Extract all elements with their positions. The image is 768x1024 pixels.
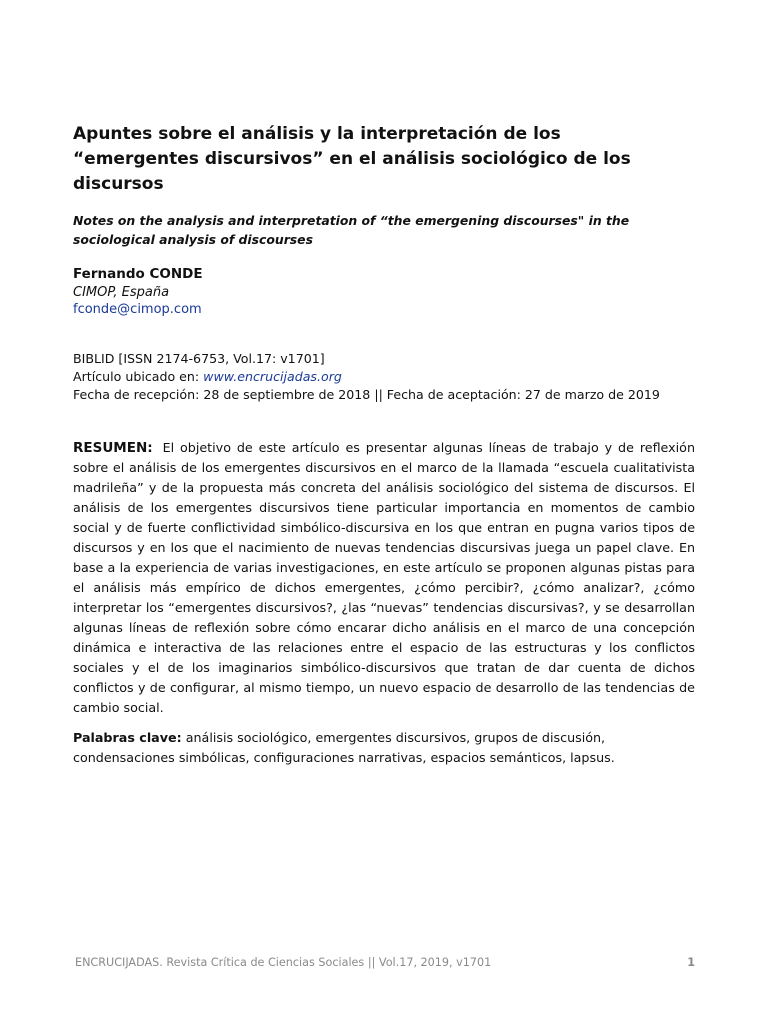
author-email-link[interactable]: fconde@cimop.com [73,302,202,317]
article-subtitle-english: Notes on the analysis and interpretation of “the emergening discourses" in the sociological analysis of discourses [73,213,630,247]
article-location-label: Artículo ubicado en: [73,369,200,384]
keywords-text: análisis sociológico, emergentes discursivos, grupos de discusión, condensaciones simbólicas, configuraciones narrativas, espacios semánticos, lapsus. [73,730,615,765]
page-number: 1 [687,956,695,969]
author-affiliation: CIMOP, España [73,285,170,300]
biblid-line: BIBLID [ISSN 2174-6753, Vol.17: v1701] [73,351,325,366]
journal-website-link[interactable]: www.encrucijadas.org [203,369,342,384]
article-location-line [73,368,342,386]
abstract-text: El objetivo de este artículo es presentar algunas líneas de trabajo y de reflexión sobre el análisis de los emergentes discursivos en el marco de la llamada “escuela cualitativista madrileña” y de la propuesta más concreta del análisis sociológico del sistema de discursos. El análisis de los emergentes discursivos tiene particular importancia en momentos de cambio social y de fuerte conflictividad simbólico-discursiva en los que entran en pugna varios tipos de discursos y en los que el nacimiento de nuevas tendencias discursivas juega un papel clave. En base a la experiencia de varias investigaciones, en este artículo se proponen algunas pistas para el análisis más empírico de dichos emergentes, ¿cómo percibir?, ¿cómo analizar?, ¿cómo interpretar los “emergentes discursivos?, ¿las “nuevas” tendencias discursivas?, y se desarrollan algunas líneas de reflexión sobre cómo encarar dicho análisis en el marco de una concepción dinámica e interactiva de las relaciones entre el espacio de las estructuras y los conflictos sociales y el de los imaginarios simbólico-discursivos que tratan de dar cuenta de dichos conflictos y de configurar, al mismo tiempo, un nuevo espacio de desarrollo de las tendencias de cambio social. [73,440,695,715]
footer-journal-citation: ENCRUCIJADAS. Revista Crítica de Ciencias Sociales || Vol.17, 2019, v1701 [75,956,492,969]
keywords-label: Palabras clave: [73,730,182,745]
abstract-label: RESUMEN: [73,440,153,456]
author-name: Fernando CONDE [73,266,203,282]
article-title: Apuntes sobre el análisis y la interpretación de los “emergentes discursivos” en el análisis sociológico de los discursos [73,124,631,194]
reception-acceptance-dates: Fecha de recepción: 28 de septiembre de 2018 || Fecha de aceptación: 27 de marzo de 2019 [73,387,660,402]
abstract-section [73,438,695,718]
keywords-section [73,728,695,768]
